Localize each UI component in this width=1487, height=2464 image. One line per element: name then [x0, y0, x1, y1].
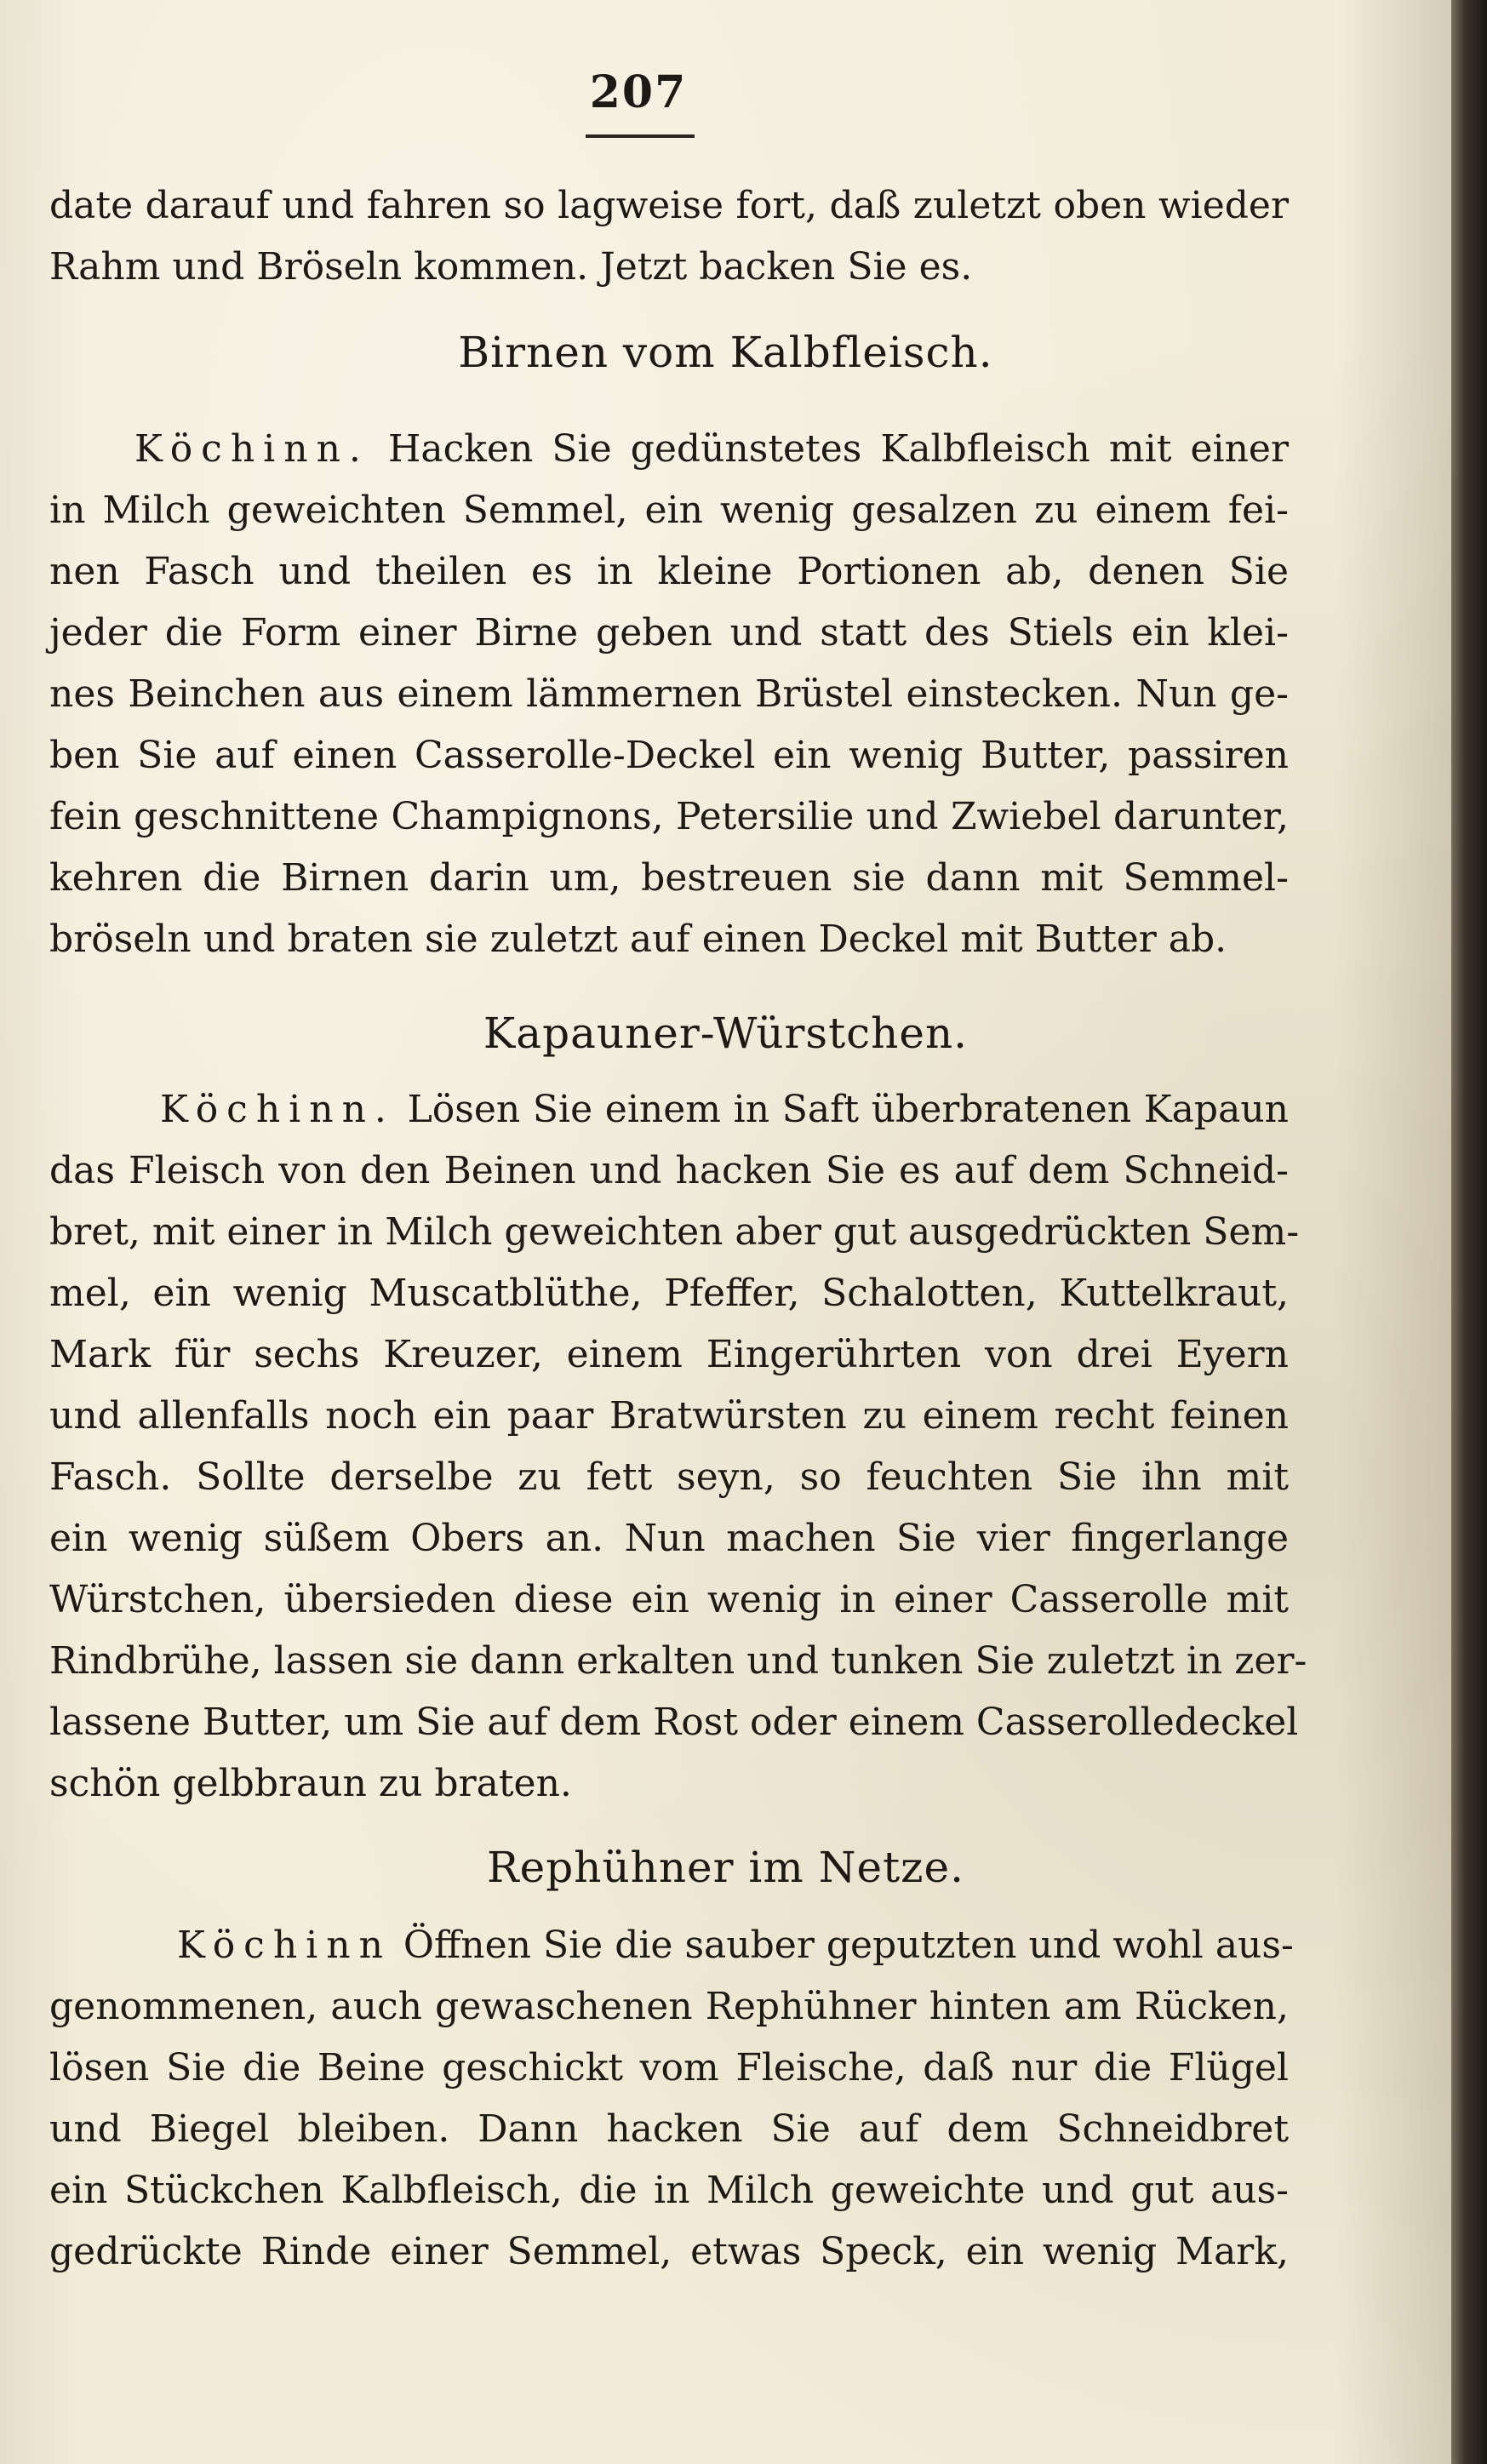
text-line: gedrückte Rinde einer Semmel, etwas Speck, ein wenig Mark, — [49, 2230, 1289, 2273]
text-line: schön gelbbraun zu braten. — [49, 1762, 572, 1805]
text-line: kehren die Birnen darin um, bestreuen sie dann mit Semmel- — [49, 856, 1289, 900]
text-line — [49, 419, 1289, 480]
text-line: jeder die Form einer Birne geben und statt des Stiels ein klei- — [49, 611, 1289, 655]
speaker-label: Köchinn. — [134, 427, 369, 471]
recipe-title-kapauner: Kapauner-Würstchen. — [483, 1009, 969, 1058]
recipe-body-birnen — [49, 419, 1289, 970]
recipe-body-rephuehner — [49, 1915, 1294, 2283]
text-line — [49, 1915, 1294, 1976]
text-line: ein Stückchen Kalbfleisch, die in Milch geweichte und gut aus- — [49, 2169, 1289, 2212]
text-line: ben Sie auf einen Casserolle-Deckel ein wenig Butter, passiren — [49, 734, 1289, 777]
text-line: bret, mit einer in Milch geweichten aber gut ausgedrückten Sem- — [49, 1210, 1300, 1254]
text-line: fein geschnittene Champignons, Petersilie und Zwiebel darunter, — [49, 795, 1289, 838]
text-line-fragment: Öffnen Sie die sauber geputzten und wohl aus- — [403, 1924, 1294, 1967]
text-line: Rahm und Bröseln kommen. Jetzt backen Sie es. — [49, 245, 973, 289]
text-line-fragment: Hacken Sie gedünstetes Kalbfleisch mit einer — [388, 427, 1289, 471]
text-line: mel, ein wenig Muscatblüthe, Pfeffer, Schalotten, Kuttelkraut, — [49, 1272, 1289, 1315]
text-line: lösen Sie die Beine geschickt vom Fleische, daß nur die Flügel — [49, 2046, 1289, 2090]
text-line: nen Fasch und theilen es in kleine Portionen ab, denen Sie — [49, 550, 1289, 593]
text-line: Würstchen, übersieden diese ein wenig in einer Casserolle mit — [49, 1578, 1289, 1621]
page-number: 207 — [589, 66, 688, 118]
book-spine-edge — [1447, 0, 1487, 2464]
text-line-fragment: Lösen Sie einem in Saft überbratenen Kapaun — [407, 1088, 1289, 1131]
recipe-title-birnen: Birnen vom Kalbfleisch. — [458, 328, 993, 377]
text-line: ein wenig süßem Obers an. Nun machen Sie vier fingerlange — [49, 1517, 1289, 1560]
text-line: bröseln und braten sie zuletzt auf einen Deckel mit Butter ab. — [49, 918, 1227, 961]
text-line: Mark für sechs Kreuzer, einem Eingerührten von drei Eyern — [49, 1333, 1289, 1376]
intro-paragraph — [49, 175, 1289, 298]
text-line: Fasch. Sollte derselbe zu fett seyn, so feuchten Sie ihn mit — [49, 1455, 1289, 1499]
text-line: date darauf und fahren so lagweise fort, daß zuletzt oben wieder — [49, 184, 1289, 227]
speaker-label: Köchinn — [177, 1924, 392, 1967]
text-line: nes Beinchen aus einem lämmernen Brüstel einstecken. Nun ge- — [49, 672, 1289, 716]
text-line: Rindbrühe, lassen sie dann erkalten und tunken Sie zuletzt in zer- — [49, 1639, 1307, 1683]
recipe-title-rephuehner: Rephühner im Netze. — [487, 1843, 964, 1892]
text-line: in Milch geweichten Semmel, ein wenig gesalzen zu einem fei- — [49, 489, 1289, 532]
recipe-body-kapauner — [49, 1079, 1307, 1815]
text-line — [49, 1079, 1289, 1141]
text-line: und allenfalls noch ein paar Bratwürsten zu einem recht feinen — [49, 1394, 1289, 1438]
text-line: das Fleisch von den Beinen und hacken Sie es auf dem Schneid- — [49, 1149, 1289, 1192]
page-number-rule — [586, 134, 695, 138]
speaker-label: Köchinn. — [160, 1088, 395, 1131]
text-line: und Biegel bleiben. Dann hacken Sie auf dem Schneidbret — [49, 2107, 1289, 2151]
text-line: lassene Butter, um Sie auf dem Rost oder einem Casserolledeckel — [49, 1701, 1299, 1744]
text-line: genommenen, auch gewaschenen Rephühner hinten am Rücken, — [49, 1985, 1289, 2028]
